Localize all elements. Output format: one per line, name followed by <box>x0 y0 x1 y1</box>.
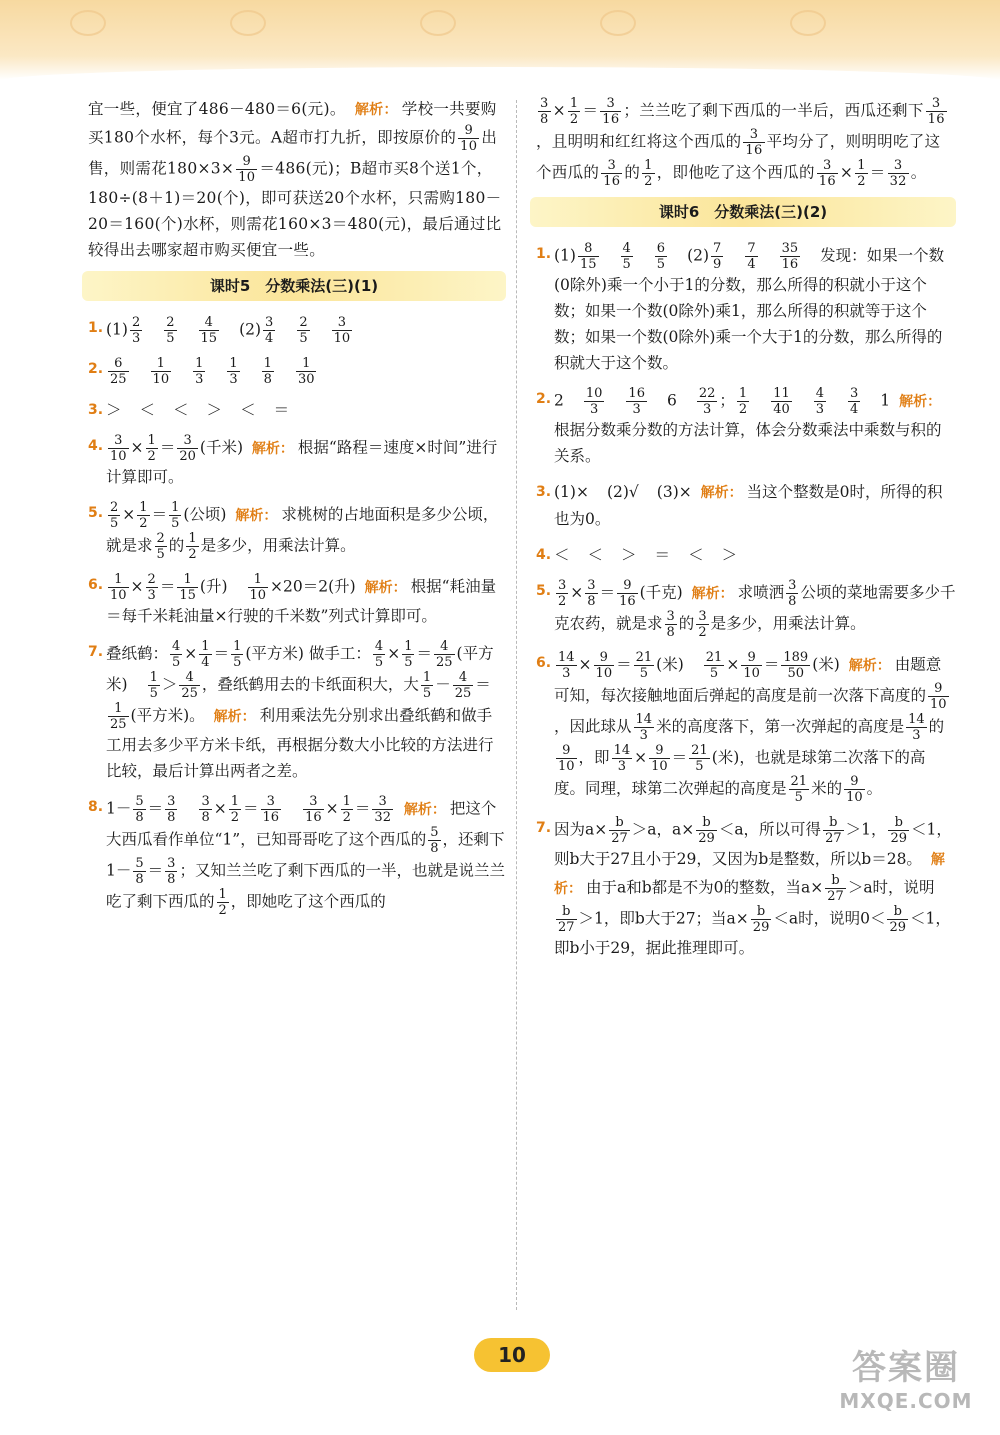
fraction: $\frac{1}{2}$ <box>230 794 240 825</box>
fraction: $\frac{2}{5}$ <box>299 315 308 346</box>
fraction: $\frac{b}{27}$ <box>827 873 844 904</box>
analysis-label: 解析： <box>554 852 945 897</box>
fraction: $\frac{1}{5}$ <box>422 670 432 701</box>
analysis-label: 解析： <box>354 102 398 118</box>
fraction: $\frac{4}{25}$ <box>435 639 453 670</box>
fraction: $\frac{1}{2}$ <box>644 158 653 189</box>
fraction: $\frac{3}{2}$ <box>698 609 707 640</box>
right-column <box>536 96 956 967</box>
fraction: $\frac{1}{2}$ <box>342 794 351 825</box>
answer-item: 4. ＜ ＜ ＞ ＝ ＜ ＞ <box>536 546 738 564</box>
fraction: $\frac{2}{5}$ <box>166 315 175 346</box>
analysis-label: 解析： <box>403 801 446 818</box>
fraction: $\frac{4}{25}$ <box>181 670 198 701</box>
fraction: $\frac{3}{16}$ <box>262 794 280 825</box>
analysis-label: 解析： <box>899 393 942 410</box>
fraction: $\frac{3}{10}$ <box>333 315 351 346</box>
cloud-doodle-icon <box>70 10 106 36</box>
answer-item: 6. $\frac{1}{10}$ × $\frac{2}{3}$ ＝ $\frac{1}{15}$ (升) $\frac{1}{10}$ ×20＝2(升) 解析： 根据“耗油量＝每千米耗油量×行驶的千米数”列式计算即可。 <box>88 572 497 625</box>
fraction: $\frac{21}{5}$ <box>790 774 808 805</box>
fraction: $\frac{14}{3}$ <box>908 712 925 743</box>
fraction: $\frac{2}{5}$ <box>156 531 165 562</box>
fraction: $\frac{3}{20}$ <box>179 433 196 464</box>
fraction: $\frac{1}{2}$ <box>857 158 866 189</box>
analysis-label: 解析： <box>700 485 743 501</box>
fraction: $\frac{21}{5}$ <box>705 650 723 681</box>
fraction: $\frac{b}{29}$ <box>752 904 770 935</box>
fraction: $\frac{1}{3}$ <box>229 356 238 387</box>
cloud-doodle-icon <box>230 10 266 36</box>
fraction: $\frac{4}{5}$ <box>374 639 384 670</box>
lesson-6-title: 课时6 分数乘法(三)(2) <box>530 197 956 227</box>
fraction: $\frac{7}{4}$ <box>747 241 756 272</box>
fraction: $\frac{14}{3}$ <box>558 650 575 681</box>
page-number: 10 <box>474 1338 550 1372</box>
fraction: $\frac{3}{8}$ <box>167 856 176 887</box>
answer-item: 1. (1) $\frac{8}{15}$ $\frac{4}{5}$ $\frac{6}{5}$ (2) $\frac{7}{9}$ $\frac{7}{4}$ $\frac{35}{16}$ 发现：如果一个数(0除外)乘一个小于1的分数，那么所得的积就小于这个数；如果一个数(0除外)乘1，那么所得的积就等于这个数；如果一个数(0除外)乘一个大于1的分数，那么所得的积就大于这个数。 <box>536 241 945 372</box>
fraction: $\frac{5}{8}$ <box>430 825 439 856</box>
fraction: $\frac{3}{16}$ <box>818 158 836 189</box>
fraction: $\frac{3}{8}$ <box>587 578 596 609</box>
lesson-5-title: 课时5 分数乘法(三)(1) <box>82 271 506 301</box>
fraction: $\frac{11}{40}$ <box>773 386 790 417</box>
fraction: $\frac{21}{5}$ <box>691 743 708 774</box>
fraction: $\frac{1}{2}$ <box>139 500 148 531</box>
analysis-label: 解析： <box>848 657 891 674</box>
right-intro: $\frac{3}{8}$ × $\frac{1}{2}$ ＝ $\frac{3}{16}$ ；兰兰吃了剩下西瓜的一半后，西瓜还剩下 $\frac{3}{16}$ ，且明明和红红将这个西瓜的 $\frac{3}{16}$ 平均分了，则明明吃了这个西瓜的 $\frac{3}{16}$ 的 $\frac{1}{2}$ ，即他吃了这个西瓜的 $\frac{3}{16}$ × $\frac{1}{2}$ ＝ $\frac{3}{32}$ 。 <box>536 96 945 189</box>
analysis-label: 解析： <box>691 585 734 602</box>
fraction: $\frac{3}{8}$ <box>167 794 176 825</box>
fraction: $\frac{1}{5}$ <box>404 639 413 670</box>
fraction: $\frac{9}{10}$ <box>743 650 760 681</box>
fraction: $\frac{10}{3}$ <box>585 386 603 417</box>
fraction: $\frac{9}{10}$ <box>238 154 256 185</box>
column-divider <box>516 100 517 1310</box>
fraction: $\frac{8}{15}$ <box>579 241 597 272</box>
fraction: $\frac{1}{4}$ <box>201 639 210 670</box>
fraction: $\frac{4}{15}$ <box>200 315 218 346</box>
fraction: $\frac{5}{8}$ <box>135 794 144 825</box>
fraction: $\frac{b}{27}$ <box>611 815 628 846</box>
fraction: $\frac{b}{29}$ <box>889 904 906 935</box>
cloud-doodle-icon <box>600 10 636 36</box>
fraction: $\frac{3}{16}$ <box>602 96 620 127</box>
fraction: $\frac{4}{25}$ <box>454 670 472 701</box>
fraction: $\frac{3}{8}$ <box>788 578 797 609</box>
fraction: $\frac{9}{10}$ <box>930 681 947 712</box>
fraction: $\frac{9}{10}$ <box>651 743 668 774</box>
fraction: $\frac{3}{8}$ <box>666 609 675 640</box>
fraction: $\frac{5}{8}$ <box>135 856 144 887</box>
fraction: $\frac{1}{15}$ <box>179 572 196 603</box>
fraction: $\frac{9}{10}$ <box>558 743 575 774</box>
fraction: $\frac{1}{5}$ <box>171 500 180 531</box>
fraction: $\frac{1}{3}$ <box>195 356 204 387</box>
fraction: $\frac{6}{25}$ <box>110 356 127 387</box>
fraction: $\frac{22}{3}$ <box>698 386 716 417</box>
fraction: $\frac{3}{32}$ <box>374 794 391 825</box>
analysis-label: 解析： <box>251 440 294 457</box>
analysis-label: 解析： <box>213 708 256 725</box>
fraction: $\frac{3}{2}$ <box>558 578 567 609</box>
fraction: $\frac{1}{10}$ <box>110 572 127 603</box>
fraction: $\frac{3}{16}$ <box>927 96 945 127</box>
fraction: $\frac{4}{3}$ <box>815 386 825 417</box>
answer-item: 7. 因为a× $\frac{b}{27}$ ＞a，a× $\frac{b}{29}$ ＜a，所以可得 $\frac{b}{27}$ ＞1， $\frac{b}{29}$ ＜1，则b大于27且小于29，又因为b是整数，所以b＝28。 解析： 由于a和b都是不为0的整数，当a× $\frac{b}{27}$ ＞a时，说明 $\frac{b}{27}$ ＞1，即b大于27；当a× $\frac{b}{29}$ ＜a时，说明0＜ $\frac{b}{29}$ ＜1，即b小于29，据此推理即可。 <box>536 815 952 957</box>
fraction: $\frac{6}{5}$ <box>656 241 666 272</box>
fraction: $\frac{1}{5}$ <box>149 670 158 701</box>
fraction: $\frac{21}{5}$ <box>635 650 653 681</box>
fraction: $\frac{3}{16}$ <box>745 127 763 158</box>
fraction: $\frac{3}{16}$ <box>305 794 322 825</box>
fraction: $\frac{4}{5}$ <box>622 241 631 272</box>
fraction: $\frac{1}{2}$ <box>188 531 197 562</box>
answer-item: 3. (1)× (2)√ (3)× 解析： 当这个整数是0时，所得的积也为0。 <box>536 483 943 528</box>
answer-item: 3. ＞ ＜ ＜ ＞ ＜ ＝ <box>88 401 290 419</box>
fraction: $\frac{3}{32}$ <box>889 158 907 189</box>
answer-item: 1. (1) $\frac{2}{3}$ $\frac{2}{5}$ $\frac{4}{15}$ (2) $\frac{3}{4}$ $\frac{2}{5}$ $\frac{3}{10}$ <box>88 315 351 346</box>
answer-item: 6. $\frac{14}{3}$ × $\frac{9}{10}$ ＝ $\frac{21}{5}$ (米) $\frac{21}{5}$ × $\frac{9}{10}$ ＝ $\frac{189}{50}$ (米) 解析： 由题意可知，每次接触地面后弹起的高度是前一次落下高度的 $\frac{9}{10}$ ，因此球从 $\frac{14}{3}$ 米的高度落下，第一次弹起的高度是 $\frac{14}{3}$ 的 $\frac{9}{10}$ ，即 $\frac{14}{3}$ × $\frac{9}{10}$ ＝ $\frac{21}{5}$ (米)，也就是球第二次落下的高度。同理，球第二次弹起的高度是 $\frac{21}{5}$ 米的 $\frac{9}{10}$ 。 <box>536 650 947 805</box>
fraction: $\frac{1}{25}$ <box>110 701 127 732</box>
fraction: $\frac{b}{27}$ <box>825 815 842 846</box>
fraction: $\frac{2}{5}$ <box>110 500 119 531</box>
cloud-doodle-icon <box>420 10 456 36</box>
fraction: $\frac{3}{16}$ <box>603 158 621 189</box>
fraction: $\frac{4}{5}$ <box>172 639 181 670</box>
fraction: $\frac{14}{3}$ <box>613 743 631 774</box>
fraction: $\frac{14}{3}$ <box>635 712 653 743</box>
fraction: $\frac{9}{16}$ <box>619 578 636 609</box>
fraction: $\frac{7}{9}$ <box>713 241 722 272</box>
answer-item: 5. $\frac{3}{2}$ × $\frac{3}{8}$ ＝ $\frac{9}{16}$ (千克) 解析： 求喷洒 $\frac{3}{8}$ 公顷的菜地需要多少千克农药，就是求 $\frac{3}{8}$ 的 $\frac{3}{2}$ 是多少，用乘法计算。 <box>536 578 956 640</box>
watermark-logo: 答案圈 MXQE.COM <box>839 1348 973 1413</box>
fraction: $\frac{3}{8}$ <box>201 794 210 825</box>
answer-item: 7. 叠纸鹤： $\frac{4}{5}$ × $\frac{1}{4}$ ＝ $\frac{1}{5}$ (平方米) 做手工： $\frac{4}{5}$ × $\frac{1}{5}$ ＝ $\frac{4}{25}$ (平方米) $\frac{1}{5}$ ＞ $\frac{4}{25}$ ，叠纸鹤用去的卡纸面积大，大 $\frac{1}{5}$ － $\frac{4}{25}$ ＝ $\frac{1}{25}$ (平方米)。 解析： 利用乘法先分别求出叠纸鹤和做手工用去多少平方米卡纸，再根据分数大小比较的方法进行比较，最后计算出两者之差。 <box>88 639 494 780</box>
fraction: $\frac{b}{29}$ <box>890 815 908 846</box>
fraction: $\frac{b}{29}$ <box>698 815 715 846</box>
fraction: $\frac{1}{2}$ <box>569 96 579 127</box>
fraction: $\frac{35}{16}$ <box>781 241 799 272</box>
fraction: $\frac{9}{10}$ <box>595 650 613 681</box>
fraction: $\frac{9}{10}$ <box>846 774 863 805</box>
fraction: $\frac{3}{8}$ <box>540 96 549 127</box>
fraction: $\frac{9}{10}$ <box>460 123 478 154</box>
fraction: $\frac{2}{3}$ <box>147 572 156 603</box>
fraction: $\frac{1}{10}$ <box>249 572 267 603</box>
analysis-label: 解析： <box>235 507 278 524</box>
left-column <box>88 96 506 924</box>
cloud-doodle-icon <box>790 10 826 36</box>
fraction: $\frac{1}{2}$ <box>738 386 748 417</box>
analysis-label: 解析： <box>364 579 407 596</box>
fraction: $\frac{3}{10}$ <box>110 433 127 464</box>
fraction: $\frac{1}{5}$ <box>233 639 242 670</box>
fraction: $\frac{1}{8}$ <box>263 356 272 387</box>
fraction: $\frac{1}{30}$ <box>297 356 315 387</box>
fraction: $\frac{b}{27}$ <box>558 904 575 935</box>
answer-item: 8. 1－ $\frac{5}{8}$ ＝ $\frac{3}{8}$ $\frac{3}{8}$ × $\frac{1}{2}$ ＝ $\frac{3}{16}$ $\frac{3}{16}$ × $\frac{1}{2}$ ＝ $\frac{3}{32}$ 解析： 把这个大西瓜看作单位“1”，已知哥哥吃了这个西瓜的 $\frac{5}{8}$ ，还剩下1－ $\frac{5}{8}$ ＝ $\frac{3}{8}$ ；又知兰兰吃了剩下西瓜的一半，也就是说兰兰吃了剩下西瓜的 $\frac{1}{2}$ ，即她吃了这个西瓜的 <box>88 794 505 918</box>
answer-item: 2. 2 $\frac{10}{3}$ $\frac{16}{3}$ 6 $\frac{22}{3}$ ； $\frac{1}{2}$ $\frac{11}{40}$ $\frac{4}{3}$ $\frac{3}{4}$ 1 解析：根据分数乘分数的方法计算，体会分数乘法中乘数与积的关系。 <box>536 386 942 465</box>
fraction: $\frac{16}{3}$ <box>628 386 645 417</box>
fraction: $\frac{3}{4}$ <box>265 315 274 346</box>
fraction: $\frac{2}{3}$ <box>131 315 141 346</box>
answer-item: 4. $\frac{3}{10}$ × $\frac{1}{2}$ ＝ $\frac{3}{20}$ (千米) 解析： 根据“路程＝速度×时间”进行计算即可。 <box>88 433 498 486</box>
fraction: $\frac{1}{2}$ <box>218 887 227 918</box>
fraction: $\frac{1}{10}$ <box>152 356 170 387</box>
answer-item: 5. $\frac{2}{5}$ × $\frac{1}{2}$ ＝ $\frac{1}{5}$ (公顷) 解析： 求桃树的占地面积是多少公顷，就是求 $\frac{2}{5}$ 的 $\frac{1}{2}$ 是多少，用乘法计算。 <box>88 500 499 562</box>
fraction: $\frac{189}{50}$ <box>783 650 809 681</box>
decorative-banner <box>0 0 1000 80</box>
fraction: $\frac{3}{4}$ <box>850 386 859 417</box>
left-intro: 宜一些，便宜了486－480＝6(元)。 解析： 学校一共要购买180个水杯，每个3元。A超市打九折，即按原价的 $\frac{9}{10}$ 出售，则需花180×3× $\frac{9}{10}$ ＝486(元)；B超市买8个送1个，180÷(8＋1)＝20(个)，即可获送20个水杯，只需购180－20＝160(个)水杯，则需花160×3＝480(元)，最后通过比较得出去哪家超市购买便宜一些。 <box>88 100 502 259</box>
fraction: $\frac{1}{2}$ <box>147 433 156 464</box>
answer-item: 2. $\frac{6}{25}$ $\frac{1}{10}$ $\frac{1}{3}$ $\frac{1}{3}$ $\frac{1}{8}$ $\frac{1}{30}$ <box>88 356 315 387</box>
